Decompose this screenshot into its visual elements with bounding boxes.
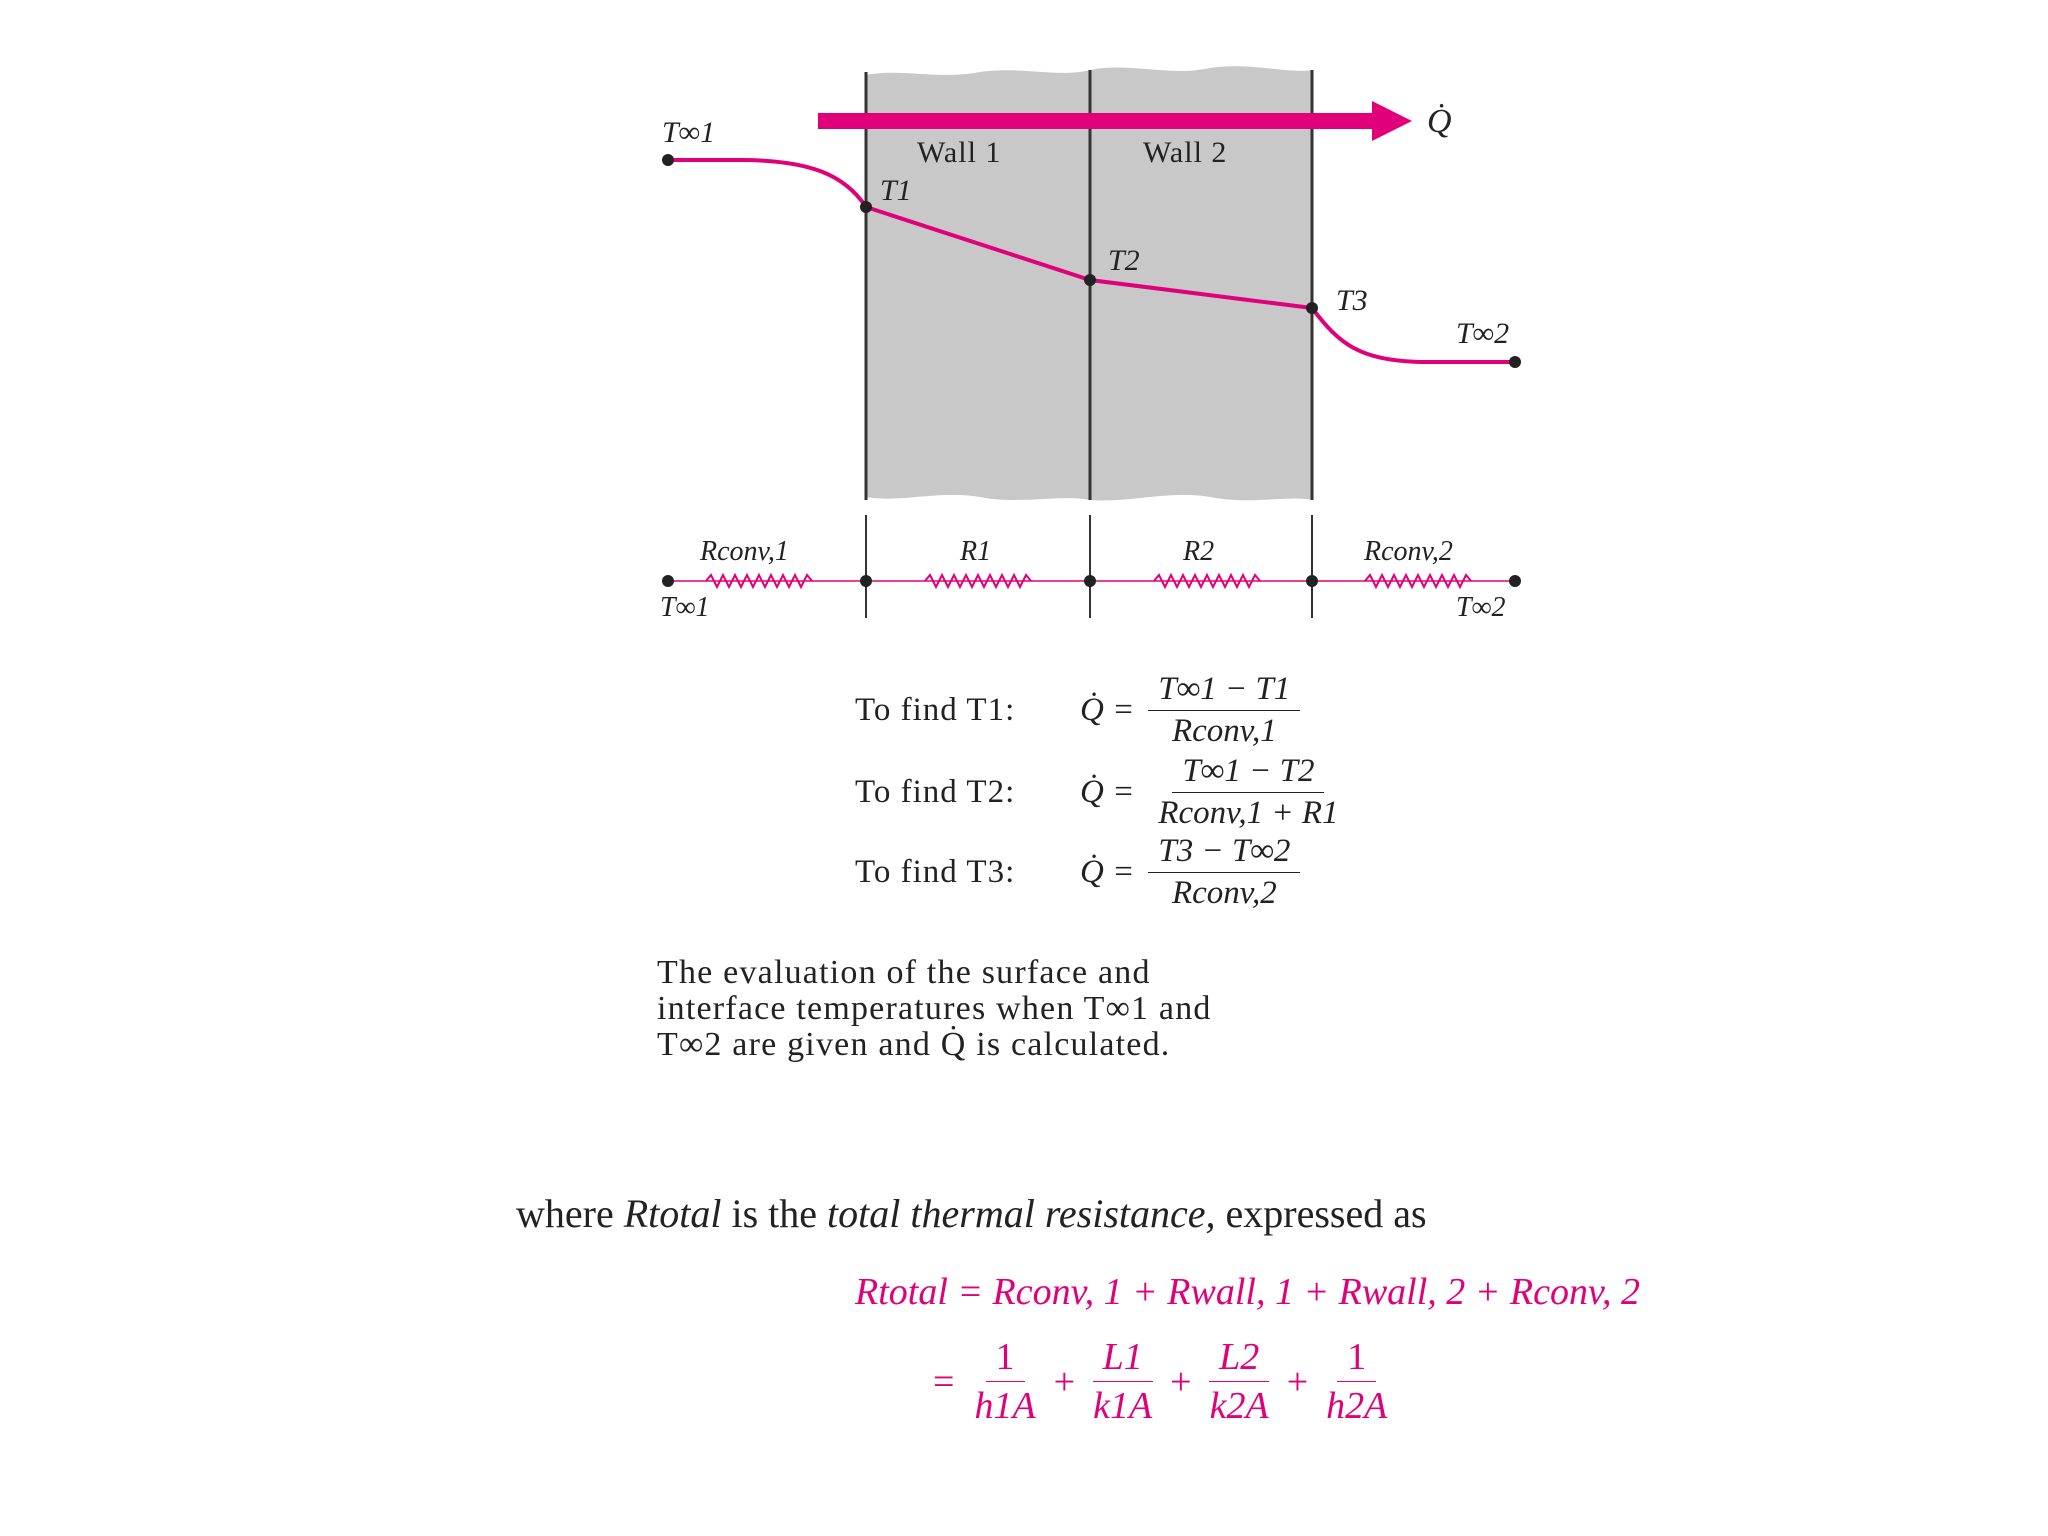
term-2-denominator: k1A [1093,1385,1153,1427]
label-t-inf1: T∞1 [662,116,716,149]
label-r1: R1 [960,536,992,567]
term-3-numerator: L2 [1209,1335,1269,1382]
label-t-inf2: T∞2 [1456,317,1510,350]
heat-flow-arrow-shaft [818,113,1378,129]
equation-fraction [1148,833,1300,912]
equation-numerator: T3 − T∞2 [1148,833,1300,873]
plus-sign: + [1286,1360,1309,1403]
equation-prefix: To find T1: [855,691,1016,728]
label-r2: R2 [1183,536,1215,567]
term-4-denominator: h2A [1326,1385,1388,1427]
equation-numerator: T∞1 − T1 [1148,671,1300,711]
equation-numerator: T∞1 − T2 [1172,753,1324,793]
term-2-numerator: L1 [1093,1335,1153,1382]
equation-lhs: Q̇ = [1080,691,1135,728]
network-node-1 [860,575,872,587]
rtotal-expanded-equation [933,1335,1397,1428]
equation-lhs: Q̇ = [1080,773,1135,810]
label-t-inf2-bottom: T∞2 [1456,592,1506,623]
equals-sign: = [933,1360,955,1403]
equation-find-t1 [855,670,1300,750]
node-t-inf1 [662,154,674,166]
label-r-conv2: Rconv,2 [1364,536,1453,567]
equation-denominator: Rconv,1 [1171,712,1277,749]
equation-denominator: Rconv,1 + R1 [1158,794,1339,831]
node-t-inf2 [1509,356,1521,368]
equation-fraction [1148,671,1300,750]
network-node-2 [1084,575,1096,587]
equation-denominator: Rconv,2 [1171,874,1277,911]
equation-lhs: Q̇ = [1080,853,1135,890]
where-symbol: Rtotal [623,1191,722,1236]
network-node-t-inf2 [1509,575,1521,587]
where-prefix: where [516,1191,614,1236]
equation-find-t2 [855,752,1349,832]
network-node-t-inf1 [662,575,674,587]
label-r-conv1: Rconv,1 [700,536,789,567]
label-wall-1: Wall 1 [917,136,1002,169]
label-t-inf1-bottom: T∞1 [660,592,710,623]
plus-sign: + [1053,1360,1076,1403]
term-4-numerator: 1 [1337,1335,1376,1382]
equation-find-t3 [855,832,1300,912]
caption-line-2: interface temperatures when T∞1 and [657,990,1212,1027]
equation-prefix: To find T2: [855,773,1016,810]
where-suffix: expressed as [1215,1191,1427,1236]
label-t2: T2 [1108,244,1140,277]
node-t3 [1306,302,1318,314]
term-3-denominator: k2A [1209,1385,1269,1427]
label-t3: T3 [1336,284,1368,317]
node-t1 [860,201,872,213]
where-mid: is the [721,1191,828,1236]
term-1-fraction [964,1335,1045,1428]
where-sentence [516,1190,1427,1237]
term-2-fraction [1083,1335,1162,1428]
where-emphasis: total thermal resistance, [827,1191,1216,1236]
heat-flow-arrow-head [1372,101,1412,141]
node-t2 [1084,274,1096,286]
plus-sign: + [1170,1360,1192,1403]
term-4-fraction [1316,1335,1397,1428]
label-wall-2: Wall 2 [1143,136,1228,169]
caption-line-3: T∞2 are given and Q̇ is calculated. [657,1026,1171,1063]
wall-1-region [866,70,1090,500]
figure-caption [657,955,1497,1063]
term-1-numerator: 1 [986,1335,1025,1382]
network-node-3 [1306,575,1318,587]
rtotal-sum-equation: Rtotal = Rconv, 1 + Rwall, 1 + Rwall, 2 + Rconv, 2 [855,1271,1641,1313]
term-1-denominator: h1A [974,1385,1036,1427]
equation-prefix: To find T3: [855,853,1016,890]
label-q-dot: Q̇ [1427,103,1452,140]
caption-line-1: The evaluation of the surface and [657,954,1151,991]
label-t1: T1 [880,174,912,207]
equation-fraction [1148,753,1348,832]
term-3-fraction [1200,1335,1279,1428]
